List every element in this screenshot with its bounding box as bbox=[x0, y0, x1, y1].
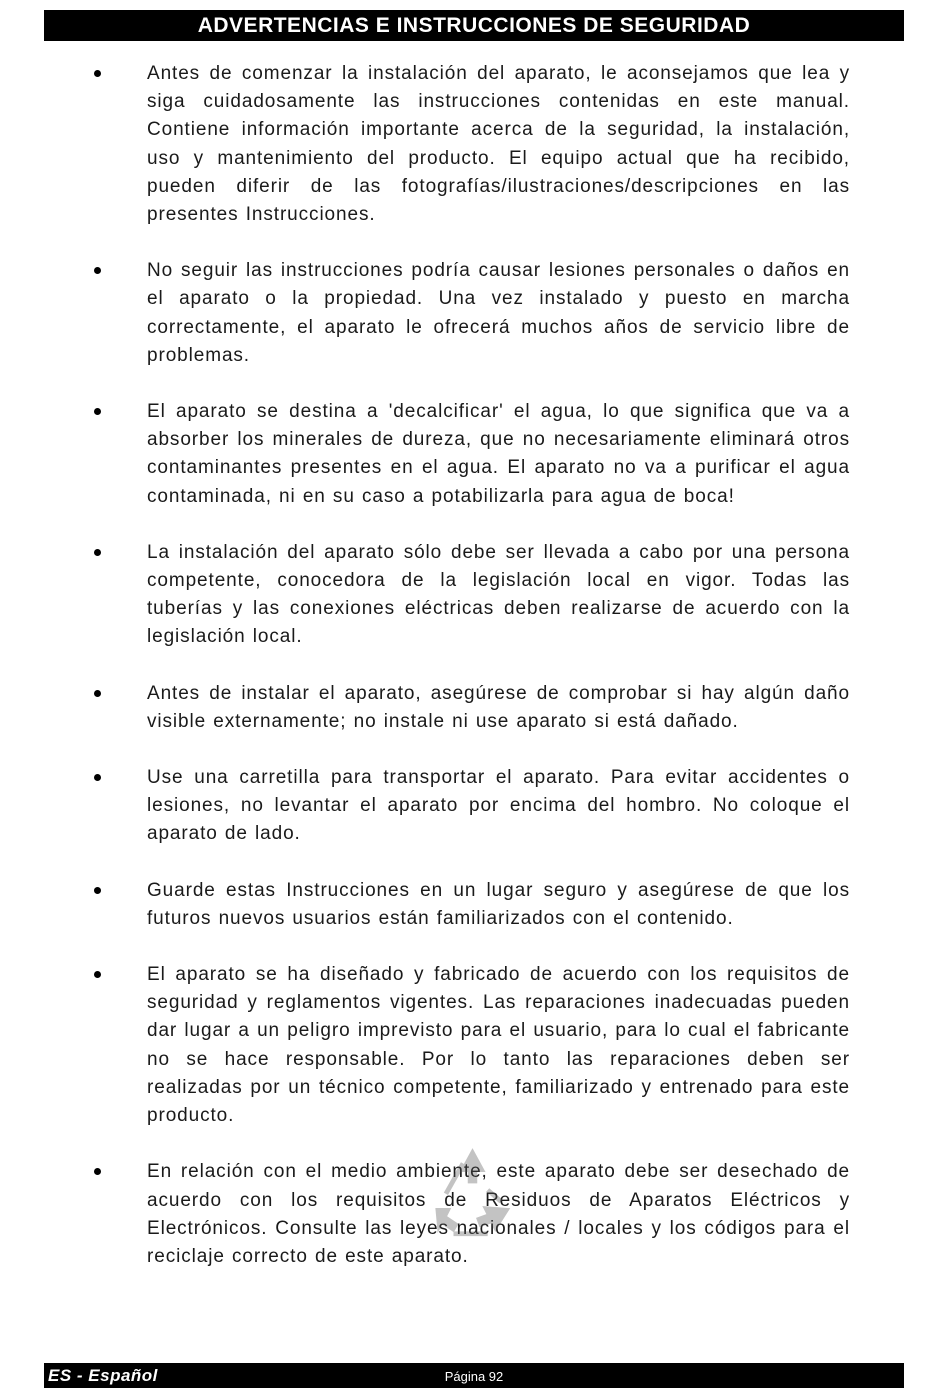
list-item-text: El aparato se destina a 'decalcificar' el agua, lo que significa que va a absorber los minerales de dureza, que no necesariamente eliminará otros contaminantes presentes en el agua. El aparato no va a purificar el agua contaminada, ni en su caso a potabilizarla para agua de boca! bbox=[147, 401, 850, 507]
list-item-text: El aparato se ha diseñado y fabricado de acuerdo con los requisitos de seguridad y reglamentos vigentes. Las reparaciones inadecuadas pueden dar lugar a un peligro imprevisto para el usuario, para lo cual el fabricante no se hace responsable. Por lo tanto las reparaciones deben ser realizadas por un técnico competente, familiarizado y entrenado para este producto. bbox=[147, 964, 850, 1127]
list-item-text: No seguir las instrucciones podría causar lesiones personales o daños en el aparato o la propiedad. Una vez instalado y puesto en marcha correctamente, el aparato le ofrecerá muchos años de servicio libre de problemas. bbox=[147, 260, 850, 366]
page-number: Página 92 bbox=[444, 1369, 504, 1384]
list-item bbox=[0, 539, 950, 652]
list-item bbox=[0, 961, 950, 1130]
footer bbox=[44, 1363, 904, 1388]
list-item bbox=[0, 398, 950, 511]
bullet-icon bbox=[94, 267, 101, 274]
list-item bbox=[0, 877, 950, 933]
safety-instructions-list bbox=[0, 60, 950, 1299]
bullet-icon bbox=[94, 70, 101, 77]
list-item bbox=[0, 257, 950, 370]
section-title: ADVERTENCIAS E INSTRUCCIONES DE SEGURIDAD bbox=[197, 14, 751, 37]
footer-language: ES - Español bbox=[48, 1366, 158, 1385]
bullet-icon bbox=[94, 549, 101, 556]
list-item-text: Antes de comenzar la instalación del aparato, le aconsejamos que lea y siga cuidadosamente las instrucciones contenidas en este manual. Contiene información importante acerca de la seguridad, la instalación, uso y mantenimiento del producto. El equipo actual que ha recibido, pueden diferir de las fotografías/ilustraciones/descripciones en las presentes Instrucciones. bbox=[147, 63, 850, 226]
list-item bbox=[0, 60, 950, 229]
list-item-text: Guarde estas Instrucciones en un lugar seguro y asegúrese de que los futuros nuevos usuarios están familiarizados con el contenido. bbox=[147, 879, 850, 929]
list-item bbox=[0, 680, 950, 736]
list-item bbox=[0, 764, 950, 849]
list-item-text: Antes de instalar el aparato, asegúrese de comprobar si hay algún daño visible externamente; no instale ni use aparato si está dañado. bbox=[147, 682, 850, 732]
bullet-icon bbox=[94, 774, 101, 781]
recycle-icon bbox=[425, 1140, 520, 1240]
bullet-icon bbox=[94, 887, 101, 894]
bullet-icon bbox=[94, 1168, 101, 1175]
list-item-text: La instalación del aparato sólo debe ser llevada a cabo por una persona competente, conocedora de la legislación local en vigor. Todas las tuberías y las conexiones eléctricas deben realizarse de acuerdo con la legislación local. bbox=[147, 541, 850, 648]
bullet-icon bbox=[94, 690, 101, 697]
bullet-icon bbox=[94, 971, 101, 978]
bullet-icon bbox=[94, 408, 101, 415]
list-item-text: Use una carretilla para transportar el aparato. Para evitar accidentes o lesiones, no levantar el aparato por encima del hombro. No coloque el aparato de lado. bbox=[147, 767, 850, 845]
section-header bbox=[44, 10, 904, 41]
list-item-text: En relación con el medio ambiente, este aparato debe ser desechado de acuerdo con los requisitos de Residuos de Aparatos Eléctricos y Electrónicos. Consulte las leyes nacionales / locales y los códigos para el reciclaje correcto de este aparato. bbox=[147, 1161, 850, 1267]
